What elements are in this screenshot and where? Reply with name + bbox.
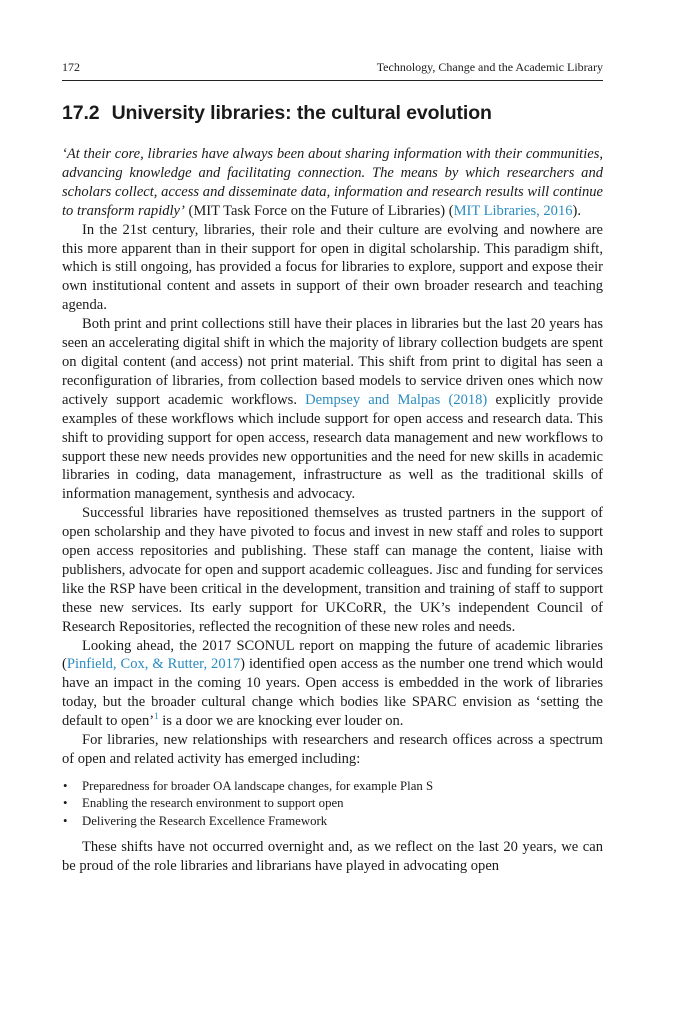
paragraph-4: Successful libraries have repositioned themselves as trusted partners in the support of open scholarship and they have pivoted to focus and invest in new staff and roles to support open access repositories and publishing. These staff can manage the content, liaise with publishers, advocate for open and support academic colleagues. Jisc and funding for services like the RSP have been critical in the development, transition and training of staff to support these new services. Its early support for UKCoRR, the UK’s independent Council of Research Repositories, reflected the recognition of these new roles and needs. [62,505,603,635]
section-number: 17.2 [62,102,100,124]
paragraph-6: For libraries, new relationships with researchers and research offices across a spectrum of open and related activity has emerged including: [62,732,603,767]
running-head [62,60,603,81]
page-number: 172 [62,60,80,74]
opening-quote: ‘At their core, libraries have always been about sharing information with their communities, advancing knowledge and facilitating connection. The means by which researchers and scholars collect, access and disseminate data, information and research results will continue to transform rapidly’ [62,146,603,219]
list-item: • Enabling the research environment to support open [62,795,603,812]
paragraph-7: These shifts have not occurred overnight and, as we reflect on the last 20 years, we can be proud of the role libraries and librarians have played in advocating open [62,838,603,874]
bullet-list [62,778,603,830]
list-item: • Preparedness for broader OA landscape changes, for example Plan S [62,778,603,795]
paragraph-1: ‘At their core, libraries have always been about sharing information with their communities, advancing knowledge and facilitating connection. The means by which researchers and scholars collect, access and disseminate data, information and research results will continue to transform rapidly’ (MIT Task Force on the Future of Libraries) (MIT Libraries, 2016). [62,146,603,219]
page [62,60,603,876]
running-title: Technology, Change and the Academic Library [376,60,603,74]
paragraph-2: In the 21st century, libraries, their role and their culture are evolving and nowhere are this more apparent than in their support for open in digital scholarship. This paradigm shift, which is still ongoing, has provided a focus for libraries to explore, support and expose their own institutional content and assets in support of their own broader research and teaching agenda. [62,221,603,314]
list-item: • Delivering the Research Excellence Framework [62,813,603,830]
section-heading [62,102,603,125]
citation-link-pinfield[interactable]: Pinfield, Cox, & Rutter, 2017 [66,656,241,673]
citation-link-mit[interactable]: MIT Libraries, 2016 [453,202,573,219]
body-text [62,145,603,876]
section-title: University libraries: the cultural evolution [111,102,492,124]
footnote-marker[interactable]: 1 [154,711,159,722]
citation-link-dempsey[interactable]: Dempsey and Malpas (2018) [305,391,488,408]
paragraph-5: Looking ahead, the 2017 SCONUL report on mapping the future of academic libraries (Pinfield, Cox, & Rutter, 2017) identified open access as the number one trend which would have an impact in the coming 10 years. Open access is embedded in the work of libraries today, but the broader cultural change which bodies like SPARC envision as ‘setting the default to open’$^1$ is a door we are knocking ever louder on. [62,637,603,730]
paragraph-3: Both print and print collections still have their places in libraries but the last 20 years has seen an accelerating digital shift in which the majority of library collection budgets are spent on digital content (and access) not print material. This shift from print to digital has seen a reconfiguration of libraries, from collection based models to service driven ones which now actively support academic workflows. Dempsey and Malpas (2018) explicitly provide examples of these workflows which include support for open access and research data. This shift to providing support for open access, research data management and new workflows to support these new needs provides new opportunities and the need for new skills in academic libraries in coding, data management, infrastructure as well as the traditional skills of information management, synthesis and advocacy. [62,316,603,503]
